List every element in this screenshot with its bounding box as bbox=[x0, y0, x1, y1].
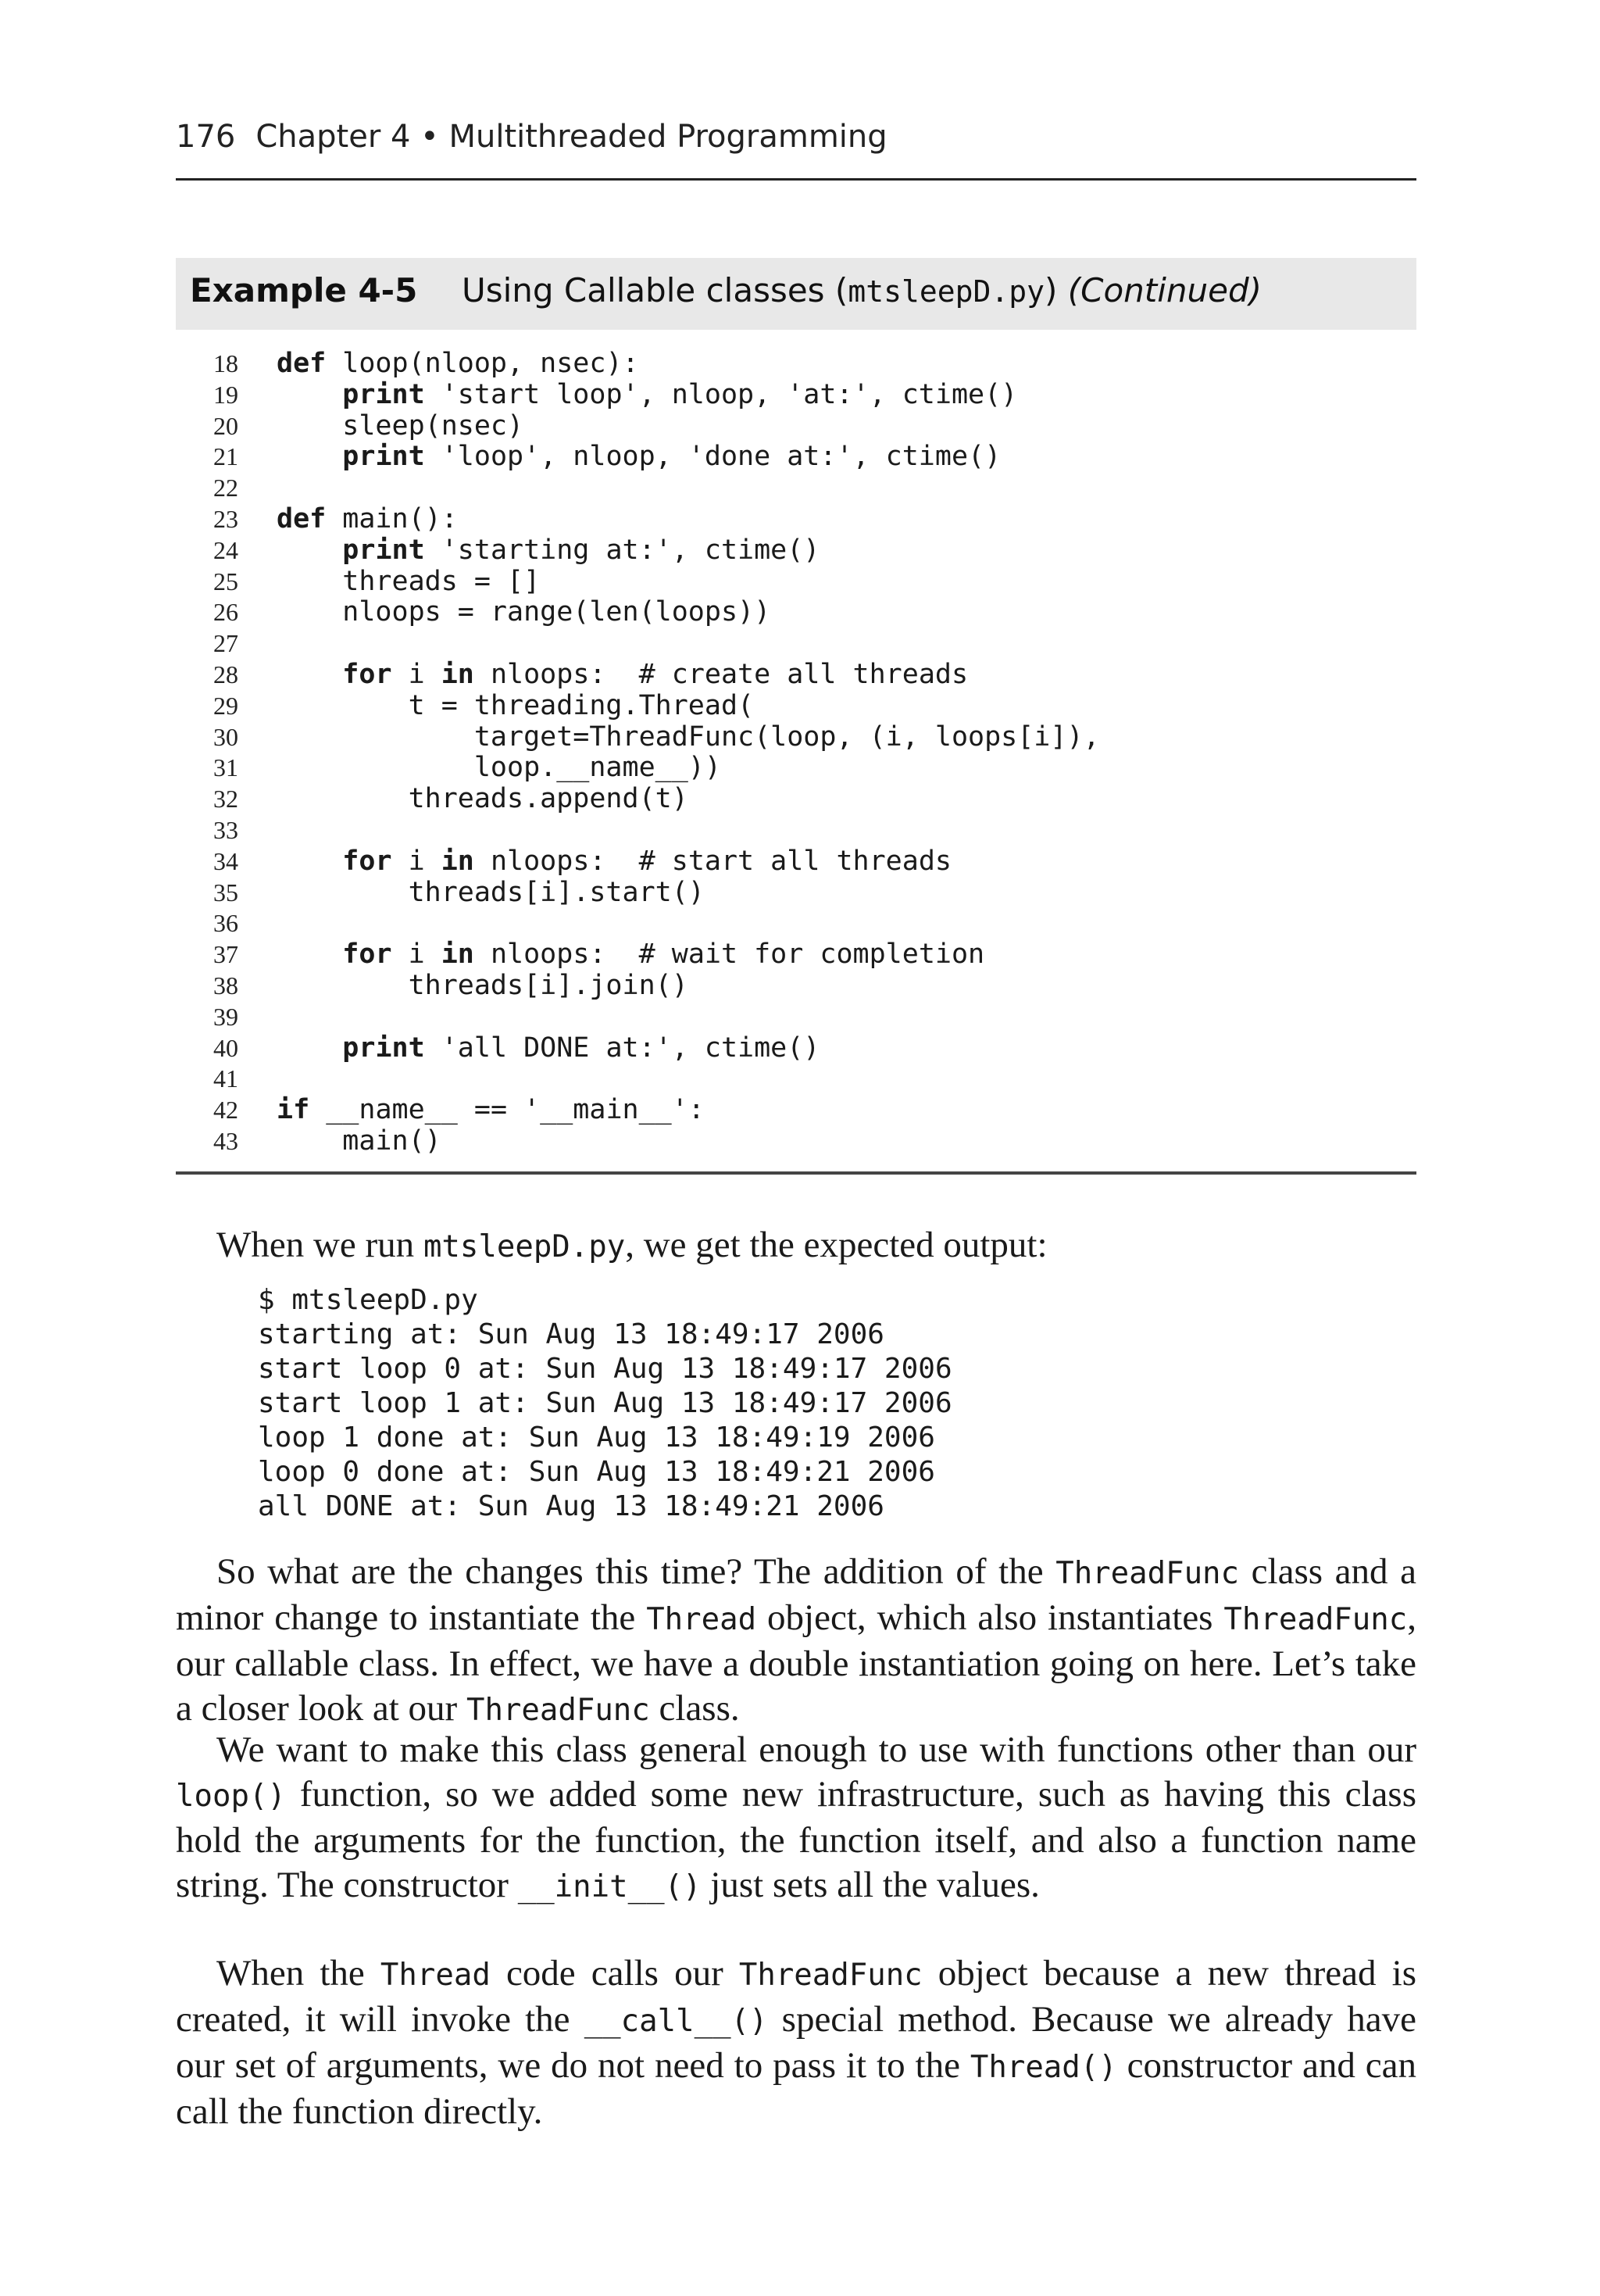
example-title-suffix: ) bbox=[1044, 271, 1058, 309]
code-line-text: for i in nloops: # create all threads bbox=[342, 658, 969, 690]
code-line bbox=[176, 753, 1416, 784]
code-line-number: 42 bbox=[213, 1096, 238, 1125]
p1-text-3: object, which also instantiates bbox=[756, 1597, 1224, 1638]
code-line bbox=[176, 722, 1416, 753]
code-line bbox=[176, 691, 1416, 722]
p3-text-5: constructor and can call the function directly. bbox=[176, 2045, 1417, 2132]
code-line-text: main() bbox=[277, 1125, 441, 1157]
code-line-text: def main(): bbox=[277, 502, 458, 535]
output-line: all DONE at: Sun Aug 13 18:49:21 2006 bbox=[258, 1490, 884, 1522]
code-line-number: 32 bbox=[213, 785, 238, 814]
code-line-number: 35 bbox=[213, 878, 238, 907]
output-line: $ mtsleepD.py bbox=[258, 1284, 478, 1316]
p1-text-1: So what are the changes this time? The addition of the bbox=[216, 1551, 1056, 1592]
code-line-text: threads = [] bbox=[277, 565, 541, 597]
chapter-title: Chapter 4 • Multithreaded Programming bbox=[255, 119, 888, 155]
p2-code-1: loop() bbox=[176, 1779, 286, 1814]
p2-code-2: __init__() bbox=[517, 1869, 702, 1904]
output-line: starting at: Sun Aug 13 18:49:17 2006 bbox=[258, 1318, 884, 1350]
code-line-number: 18 bbox=[213, 349, 238, 377]
example-caption-bar bbox=[176, 258, 1416, 330]
code-line-number: 19 bbox=[213, 380, 238, 409]
code-line-text: print 'loop', nloop, 'done at:', ctime() bbox=[342, 441, 1002, 473]
running-head bbox=[176, 119, 888, 155]
code-line-number: 36 bbox=[213, 909, 238, 938]
code-line-text: def loop(nloop, nsec): bbox=[277, 348, 639, 379]
code-line-number: 23 bbox=[213, 504, 238, 533]
code-line bbox=[176, 878, 1416, 909]
code-line-text: t = threading.Thread( bbox=[277, 689, 755, 721]
code-line-text: print 'start loop', nloop, 'at:', ctime() bbox=[342, 378, 1018, 410]
code-line-number: 38 bbox=[213, 971, 238, 1000]
p3-code-3: __call__() bbox=[584, 2004, 768, 2039]
p3-text-3: object because a new thread is created, it will invoke the bbox=[176, 1953, 1416, 2040]
p3-text-4: special method. Because we already have our set of arguments, we do not need to pass it to the bbox=[176, 1999, 1416, 2086]
p3-code-4: Thread() bbox=[970, 2050, 1117, 2085]
p2-text-2: function, so we added some new infrastructure, such as having this class hold the arguments for the function, the function itself, and also a function name string. The constructor bbox=[176, 1774, 1416, 1905]
code-line bbox=[176, 1002, 1416, 1033]
code-line-text: threads.append(t) bbox=[277, 783, 688, 815]
output-line: loop 1 done at: Sun Aug 13 18:49:19 2006 bbox=[258, 1422, 935, 1454]
p1-text-2: class and a minor change to instantiate the bbox=[176, 1551, 1416, 1638]
paragraph-1 bbox=[176, 1550, 1416, 1733]
code-line-number: 26 bbox=[213, 598, 238, 627]
code-line-text: loop.__name__)) bbox=[277, 752, 721, 784]
p1-code-2: Thread bbox=[646, 1602, 757, 1637]
code-line bbox=[176, 784, 1416, 815]
code-line-text: threads[i].join() bbox=[277, 969, 688, 1001]
p3-text-1: When the bbox=[216, 1953, 380, 1994]
example-filename: mtsleepD.py bbox=[848, 274, 1045, 309]
code-line-text: threads[i].start() bbox=[277, 876, 705, 908]
code-line bbox=[176, 908, 1416, 939]
paragraph-3 bbox=[176, 1951, 1416, 2134]
code-line bbox=[176, 1126, 1416, 1157]
code-line bbox=[176, 597, 1416, 628]
code-line-number: 31 bbox=[213, 753, 238, 782]
intro-text-before: When we run bbox=[216, 1225, 423, 1265]
code-line-text: nloops = range(len(loops)) bbox=[277, 596, 771, 628]
output-line: start loop 1 at: Sun Aug 13 18:49:17 2006 bbox=[258, 1387, 952, 1419]
code-line bbox=[176, 442, 1416, 473]
code-line bbox=[176, 628, 1416, 660]
code-line-number: 34 bbox=[213, 846, 238, 875]
p2-text-3: just sets all the values. bbox=[701, 1865, 1040, 1905]
code-line bbox=[176, 846, 1416, 878]
code-line-number: 30 bbox=[213, 722, 238, 751]
p1-text-4: , our callable class. In effect, we have a double instantiation going on here. Let’s take a closer look at our bbox=[176, 1597, 1416, 1729]
code-line-text: for i in nloops: # wait for completion bbox=[342, 939, 985, 971]
header-rule bbox=[176, 178, 1416, 181]
intro-filename: mtsleepD.py bbox=[423, 1229, 626, 1264]
code-line bbox=[176, 971, 1416, 1002]
code-line-text: if __name__ == '__main__': bbox=[277, 1094, 705, 1126]
p3-text-2: code calls our bbox=[490, 1953, 739, 1994]
page-number: 176 bbox=[176, 119, 236, 155]
code-line-number: 39 bbox=[213, 1002, 238, 1031]
example-title bbox=[462, 271, 1262, 309]
code-listing bbox=[176, 349, 1416, 1157]
code-bottom-rule bbox=[176, 1171, 1416, 1175]
code-line bbox=[176, 349, 1416, 380]
code-line bbox=[176, 380, 1416, 411]
p1-text-5: class. bbox=[649, 1688, 740, 1729]
code-line-number: 22 bbox=[213, 474, 238, 502]
code-line-number: 43 bbox=[213, 1126, 238, 1155]
p2-text-1: We want to make this class general enough to use with functions other than our bbox=[216, 1729, 1416, 1770]
code-line bbox=[176, 815, 1416, 846]
code-line-text: sleep(nsec) bbox=[277, 409, 524, 442]
code-line-text: print 'all DONE at:', ctime() bbox=[342, 1032, 820, 1064]
code-line-number: 29 bbox=[213, 691, 238, 720]
code-line-number: 41 bbox=[213, 1064, 238, 1093]
code-line-number: 27 bbox=[213, 629, 238, 658]
code-line bbox=[176, 567, 1416, 598]
program-output bbox=[258, 1283, 952, 1524]
code-line-number: 20 bbox=[213, 411, 238, 440]
example-continued: (Continued) bbox=[1067, 271, 1262, 309]
p3-code-1: Thread bbox=[380, 1958, 491, 1993]
code-line-number: 24 bbox=[213, 535, 238, 564]
p3-code-2: ThreadFunc bbox=[738, 1958, 923, 1993]
output-line: loop 0 done at: Sun Aug 13 18:49:21 2006 bbox=[258, 1456, 935, 1488]
code-line-number: 25 bbox=[213, 567, 238, 595]
code-line-number: 28 bbox=[213, 660, 238, 688]
paragraph-2 bbox=[176, 1728, 1416, 1909]
p1-code-4: ThreadFunc bbox=[466, 1693, 650, 1728]
p1-code-3: ThreadFunc bbox=[1223, 1602, 1408, 1637]
code-line-number: 33 bbox=[213, 815, 238, 844]
output-line: start loop 0 at: Sun Aug 13 18:49:17 2006 bbox=[258, 1353, 952, 1385]
intro-paragraph bbox=[176, 1223, 1416, 1269]
example-title-prefix: Using Callable classes ( bbox=[462, 271, 848, 309]
code-line-text: for i in nloops: # start all threads bbox=[342, 845, 952, 877]
code-line bbox=[176, 411, 1416, 442]
code-line bbox=[176, 660, 1416, 691]
code-line bbox=[176, 504, 1416, 535]
code-line bbox=[176, 535, 1416, 567]
p1-code-1: ThreadFunc bbox=[1055, 1556, 1240, 1591]
code-line-text: target=ThreadFunc(loop, (i, loops[i]), bbox=[277, 721, 1100, 753]
code-line bbox=[176, 1033, 1416, 1064]
code-line bbox=[176, 473, 1416, 504]
code-line bbox=[176, 1095, 1416, 1126]
code-line bbox=[176, 1064, 1416, 1095]
code-line-number: 37 bbox=[213, 940, 238, 969]
example-label: Example 4-5 bbox=[190, 271, 418, 309]
code-line-text: print 'starting at:', ctime() bbox=[342, 534, 820, 566]
code-line-number: 40 bbox=[213, 1033, 238, 1062]
code-line-number: 21 bbox=[213, 442, 238, 471]
intro-text-after: , we get the expected output: bbox=[625, 1225, 1048, 1265]
code-line bbox=[176, 939, 1416, 971]
